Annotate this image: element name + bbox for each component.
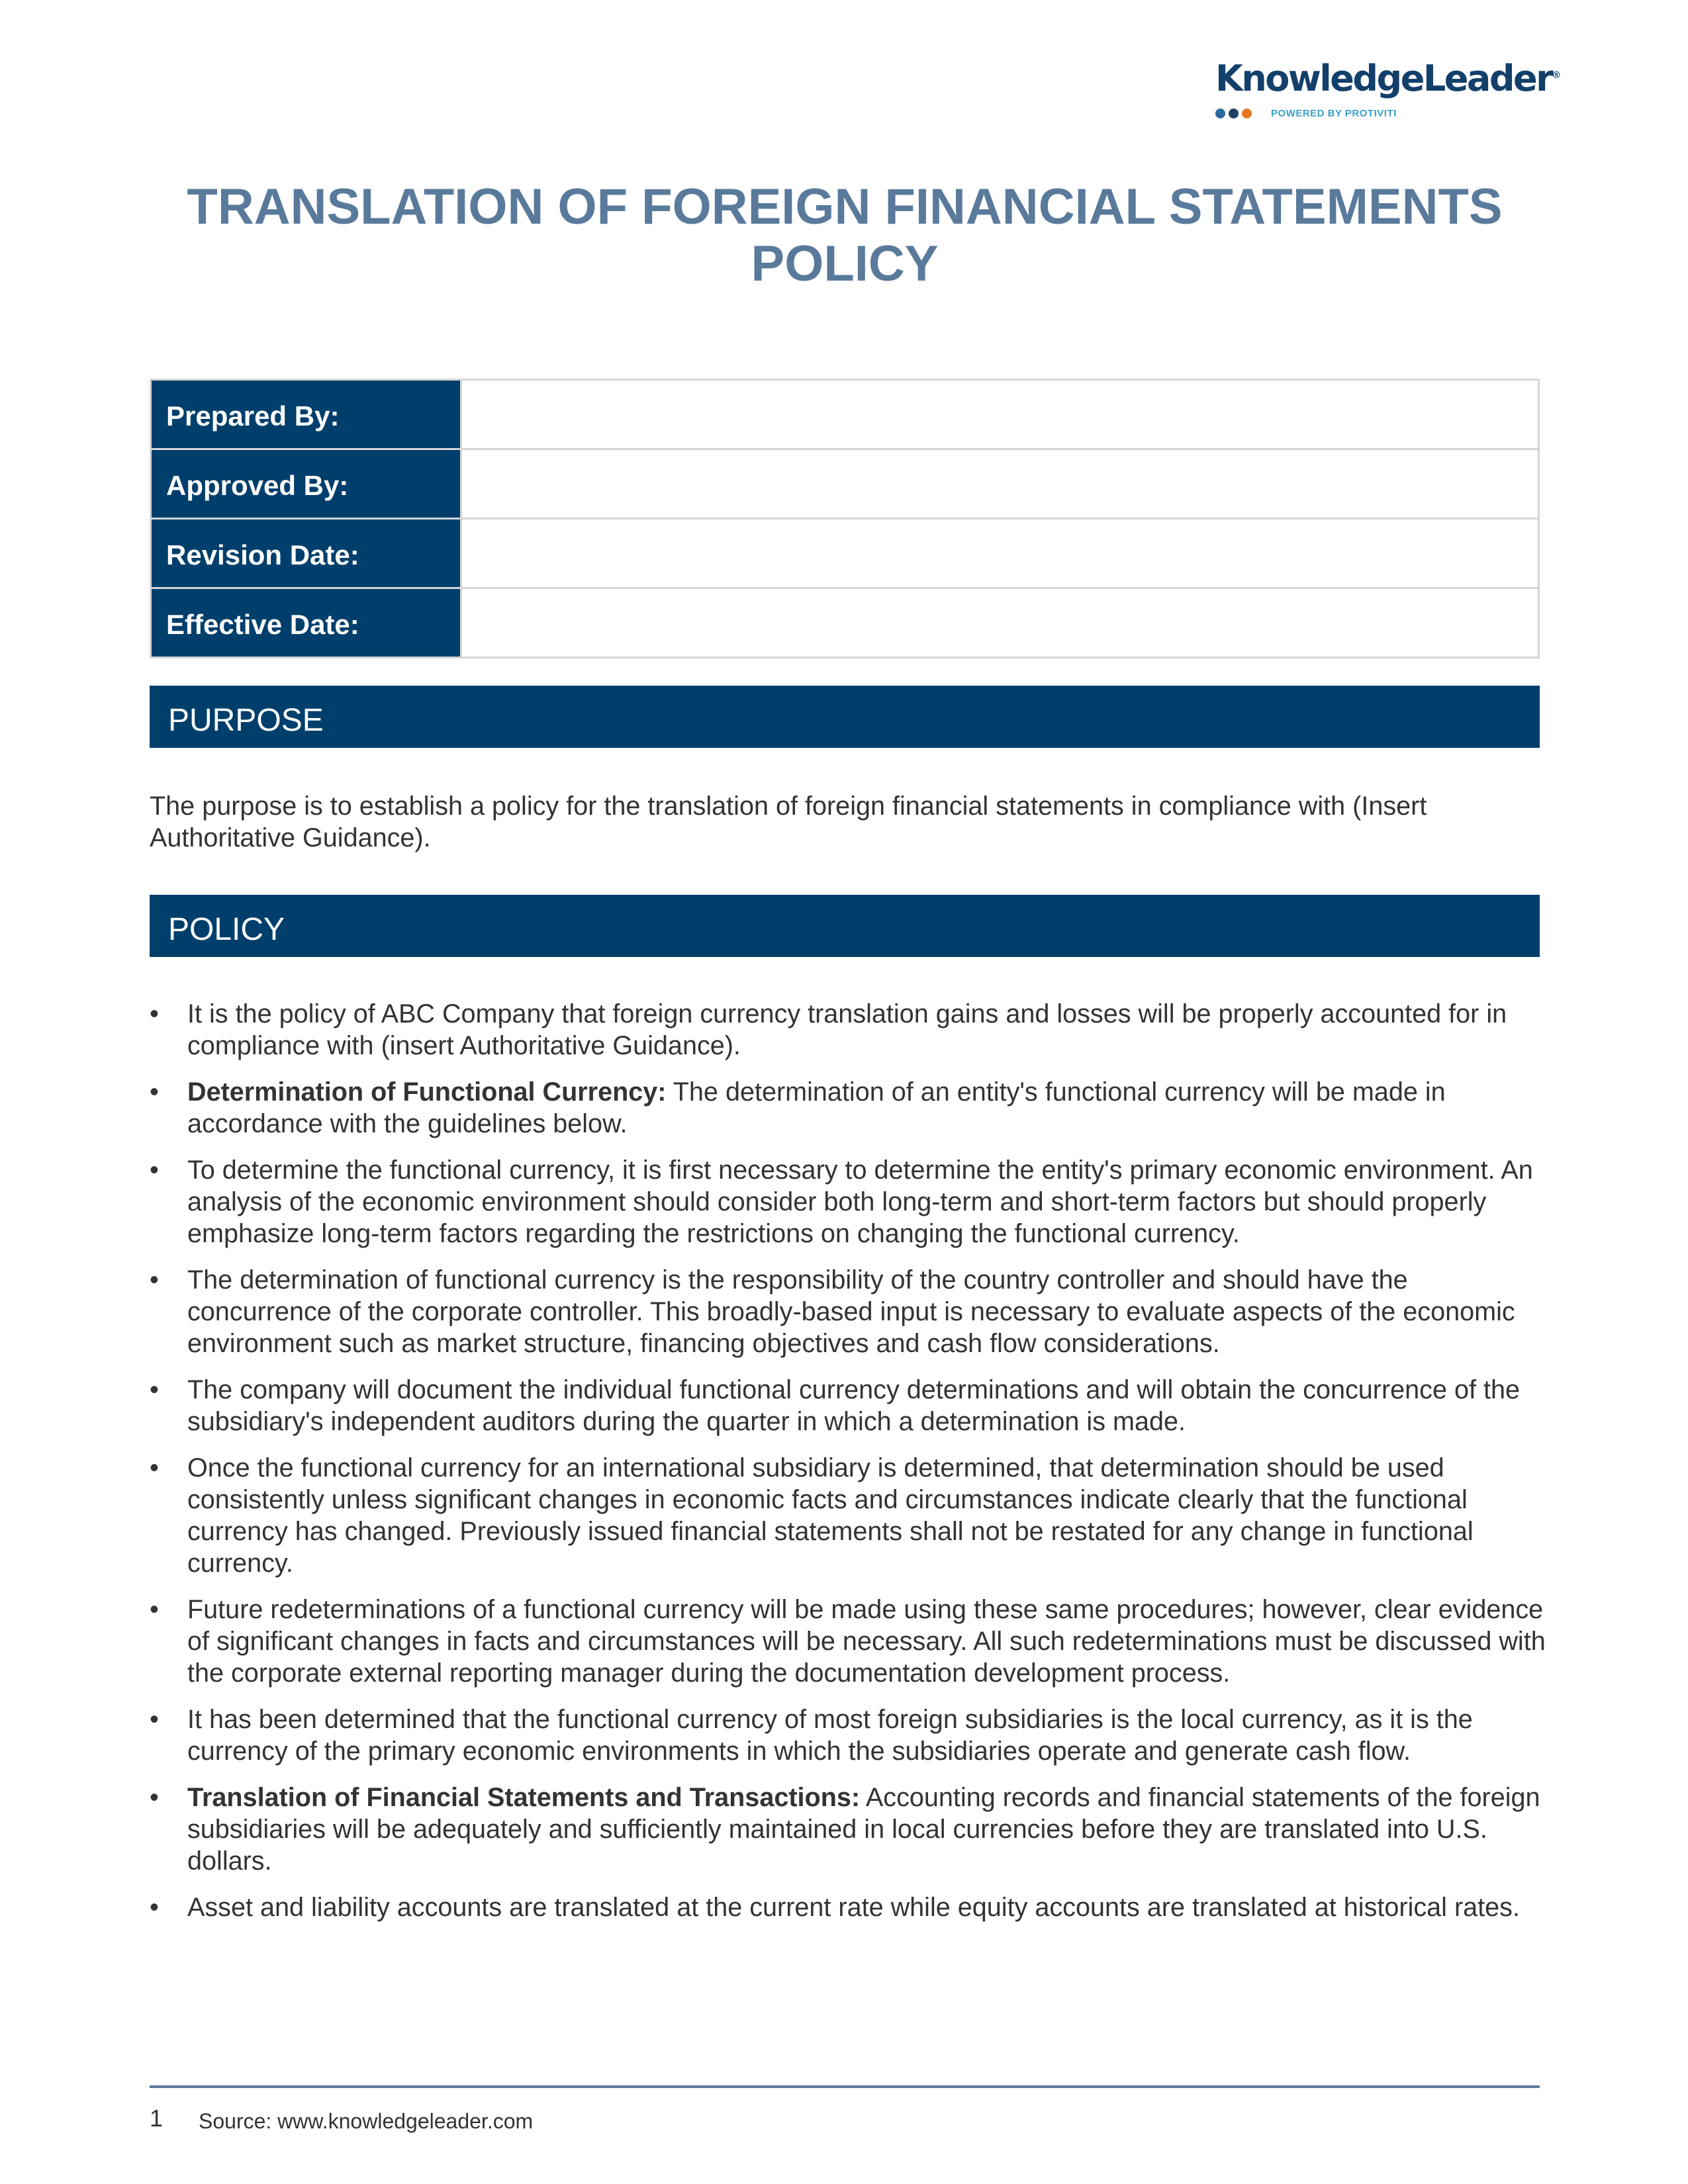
page-number: 1 (150, 2105, 164, 2132)
item-text: The company will document the individual functional currency determinations and will obtain the concurrence of the subsidiary's independent auditors during the quarter in which a determination is made. (187, 1375, 1520, 1436)
list-item (150, 1704, 1553, 1767)
brand-tagline-row (1215, 105, 1544, 121)
item-text: The determination of functional currency is the responsibility of the country controller and should have the concurrence of the corporate controller. This broadly-based input is necessary to evaluate aspects of the economic environment such as market structure, financing objectives and cash flow considerations. (187, 1265, 1515, 1358)
item-text: Future redeterminations of a functional currency will be made using these same procedures; however, clear evidence of significant changes in facts and circumstances will be necessary. All such redeterminations must be discussed with the corporate external reporting manager during the documentation development process. (187, 1595, 1546, 1688)
prepared-by-value[interactable] (461, 380, 1539, 449)
item-text: The determination of an entity's functional currency will be made in accordance with the guidelines below. (187, 1077, 1446, 1138)
item-text: It is the policy of ABC Company that foreign currency translation gains and losses will be properly accounted for in compliance with (insert Authoritative Guidance). (187, 999, 1507, 1060)
bullet-icon: • (150, 1375, 159, 1404)
table-row (151, 519, 1539, 588)
approved-by-value[interactable] (461, 449, 1539, 519)
table-row (151, 588, 1539, 658)
item-heading: Translation of Financial Statements and Transactions: (187, 1783, 861, 1812)
page-title: TRANSLATION OF FOREIGN FINANCIAL STATEMENTS POLICY (187, 179, 1503, 292)
effective-date-label: Effective Date: (151, 588, 461, 658)
bullet-icon: • (150, 1156, 159, 1185)
item-text: Once the functional currency for an international subsidiary is determined, that determination should be used consistently unless significant changes in economic facts and circumstances indicate clearly that the functional currency has changed. Previously issued financial statements shall not be restated for any change in functional currency. (187, 1453, 1474, 1578)
footer-divider (150, 2085, 1540, 2088)
list-item (150, 1374, 1553, 1437)
document-info-table (150, 379, 1540, 659)
brand-wordmark (1215, 54, 1562, 100)
table-row (151, 449, 1539, 519)
item-text: Accounting records and financial statements of the foreign subsidiaries will be adequately and sufficiently maintained in local currencies before they are translated into U.S. dollars. (187, 1783, 1540, 1876)
bullet-icon: • (150, 1893, 159, 1922)
table-row (151, 380, 1539, 449)
purpose-heading: PURPOSE (150, 686, 1540, 748)
list-item (150, 1782, 1553, 1877)
prepared-by-label: Prepared By: (151, 380, 461, 449)
bullet-icon: • (150, 1077, 159, 1107)
brand-logo (1215, 54, 1562, 121)
policy-heading: POLICY (150, 895, 1540, 957)
brand-name: KnowledgeLeader (1215, 58, 1552, 99)
bullet-icon: • (150, 1453, 159, 1482)
registered-mark: ® (1552, 70, 1562, 81)
list-item (150, 1891, 1553, 1923)
item-text: To determine the functional currency, it is first necessary to determine the entity's primary economic environment. An analysis of the economic environment should consider both long-term and short-term factors but should properly emphasize long-term factors regarding the restrictions on changing the functional currency. (187, 1156, 1533, 1248)
item-heading: Determination of Functional Currency: (187, 1077, 667, 1107)
purpose-text: The purpose is to establish a policy for the translation of foreign financial statements in compliance with (Insert Authoritative Guidance). (150, 792, 1427, 852)
brand-dot-3 (1242, 109, 1252, 118)
bullet-icon: • (150, 1595, 159, 1624)
item-text: It has been determined that the functional currency of most foreign subsidiaries is the local currency, as it is the currency of the primary economic environments in which the subsidiaries operate and generate cash flow. (187, 1705, 1473, 1766)
list-item (150, 1264, 1553, 1359)
list-item (150, 1594, 1553, 1689)
effective-date-value[interactable] (461, 588, 1539, 658)
brand-dot-2 (1229, 109, 1239, 118)
list-item (150, 1154, 1553, 1250)
item-text: Asset and liability accounts are translated at the current rate while equity accounts are translated at historical rates. (187, 1893, 1520, 1922)
source-link[interactable]: Source: www.knowledgeleader.com (199, 2109, 534, 2133)
bullet-icon: • (150, 999, 159, 1028)
approved-by-label: Approved By: (151, 449, 461, 519)
brand-tagline: POWERED BY PROTIVITI (1271, 107, 1397, 119)
brand-dot-1 (1215, 109, 1225, 118)
bullet-icon: • (150, 1705, 159, 1734)
list-item (150, 998, 1553, 1062)
policy-list (150, 998, 1553, 1938)
list-item (150, 1452, 1553, 1579)
revision-date-value[interactable] (461, 519, 1539, 588)
bullet-icon: • (150, 1783, 159, 1812)
list-item (150, 1076, 1553, 1140)
bullet-icon: • (150, 1265, 159, 1295)
revision-date-label: Revision Date: (151, 519, 461, 588)
